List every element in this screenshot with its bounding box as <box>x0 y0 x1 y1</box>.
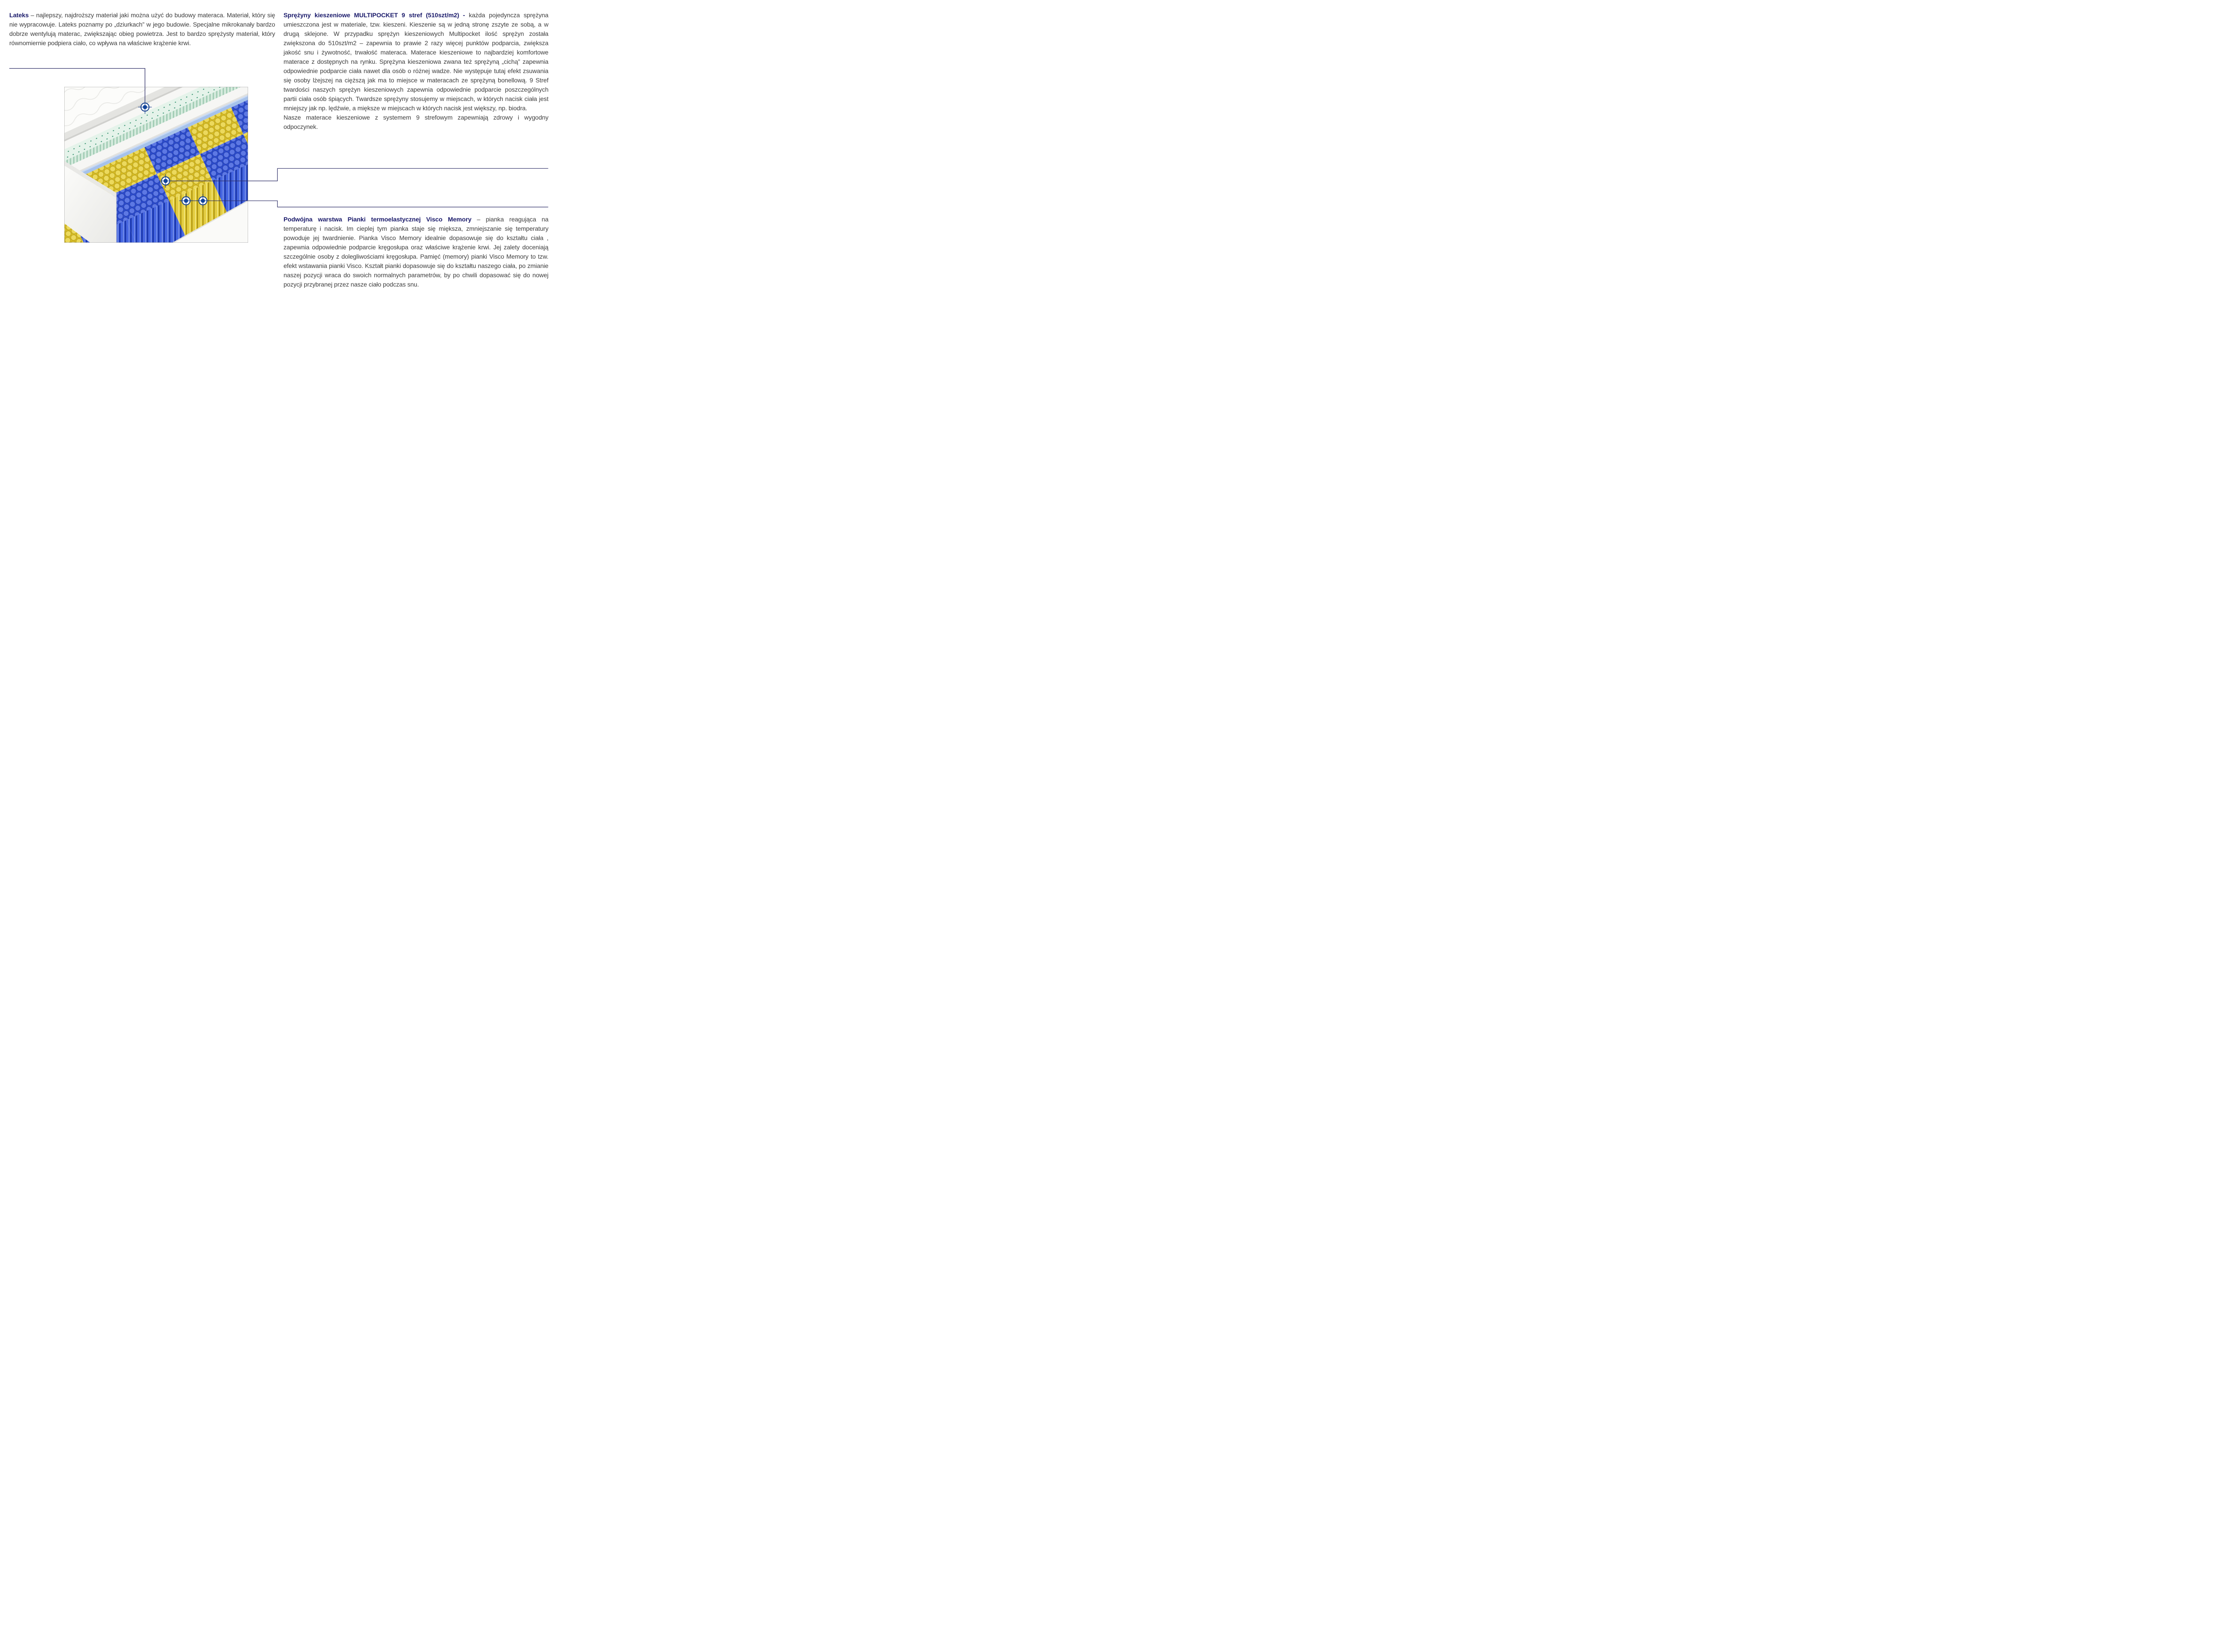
springs-separator: - <box>459 12 469 19</box>
springs-heading: Sprężyny kieszeniowe MULTIPOCKET 9 stref (510szt/m2) <box>284 12 459 19</box>
springs-body-text: każda pojedyncza sprężyna umieszczona jest w materiale, tzw. kieszeni. Kieszenie są w jedną stronę zszyte ze sobą, a w drugą sklejone. W przypadku sprężyn kieszeniowych Multipocket ilość sprężyn została zwiększona do 510szt/m2 – zapewnia to prawie 2 razy więcej punktów podparcia, zwiększa jakość snu i żywotność, trwałość materaca. Materace kieszeniowe to najbardziej komfortowe materace z dostępnych na rynku. Sprężyna kieszeniowa zwana też sprężyną „cichą” zapewnia odpowiednie podparcie ciała nawet dla osób o różnej wadze. Nie występuje tutaj efekt zsuwania się osoby lżejszej na cięższą jak ma to miejsce w materacach ze sprężyną bonellową. 9 Stref twardości naszych sprężyn kieszeniowych zapewnia odpowiednie podparcie poszczególnych partii ciała osób śpiących. Twardsze sprężyny stosujemy w miejscach, w których nacisk ciała jest mniejszy jak np. lędźwie, a miększe w miejscach w których nacisk jest większy, np. biodra. <box>284 12 548 112</box>
mattress-product-description-page <box>0 0 554 413</box>
mattress-layers-graphic <box>64 87 248 243</box>
latex-body-text: najlepszy, najdroższy materiał jaki można użyć do budowy materaca. Materiał, który się nie wypracowuje. Lateks poznamy po „dziurkach” w jego budowie. Specjalne mikrokanały bardzo dobrze wentylują materac, zwiększając obieg powietrza. Jest to bardzo sprężysty materiał, który równomiernie podpiera ciało, co wpływa na właściwe krążenie krwi. <box>9 12 276 47</box>
visco-paragraph <box>284 215 548 289</box>
latex-paragraph <box>9 11 275 48</box>
visco-body-text: pianka reagująca na temperaturę i nacisk. Im cieplej tym pianka staje się miększa, zmniejszanie się temperatury powoduje jej twardnienie. Pianka Visco Memory idealnie dopasowuje się do kształtu ciała , zapewnia odpowiednie podparcie kręgosłupa oraz właściwe krążenie krwi. Jej zalety doceniają szczególnie osoby z dolegliwościami kręgosłupa. Pamięć (memory) pianki Visco Memory to tzw. efekt wstawania pianki Visco. Kształt pianki dopasowuje się do kształtu naszego ciała, po zmianie naszej pozycji wraca do swoich normalnych parametrów, by po chwili dopasować się do nowej pozycji przybranej przez nasze ciało podczas snu. <box>284 216 549 288</box>
latex-heading: Lateks <box>9 12 29 19</box>
visco-separator: – <box>471 216 486 223</box>
springs-body-text-2: Nasze materace kieszeniowe z systemem 9 strefowym zapewniają zdrowy i wygodny odpoczynek. <box>284 114 548 130</box>
mattress-cross-section-image <box>64 87 248 243</box>
springs-paragraph <box>284 11 548 132</box>
visco-heading: Podwójna warstwa Pianki termoelastycznej Visco Memory <box>284 216 472 223</box>
latex-separator: – <box>28 12 36 19</box>
